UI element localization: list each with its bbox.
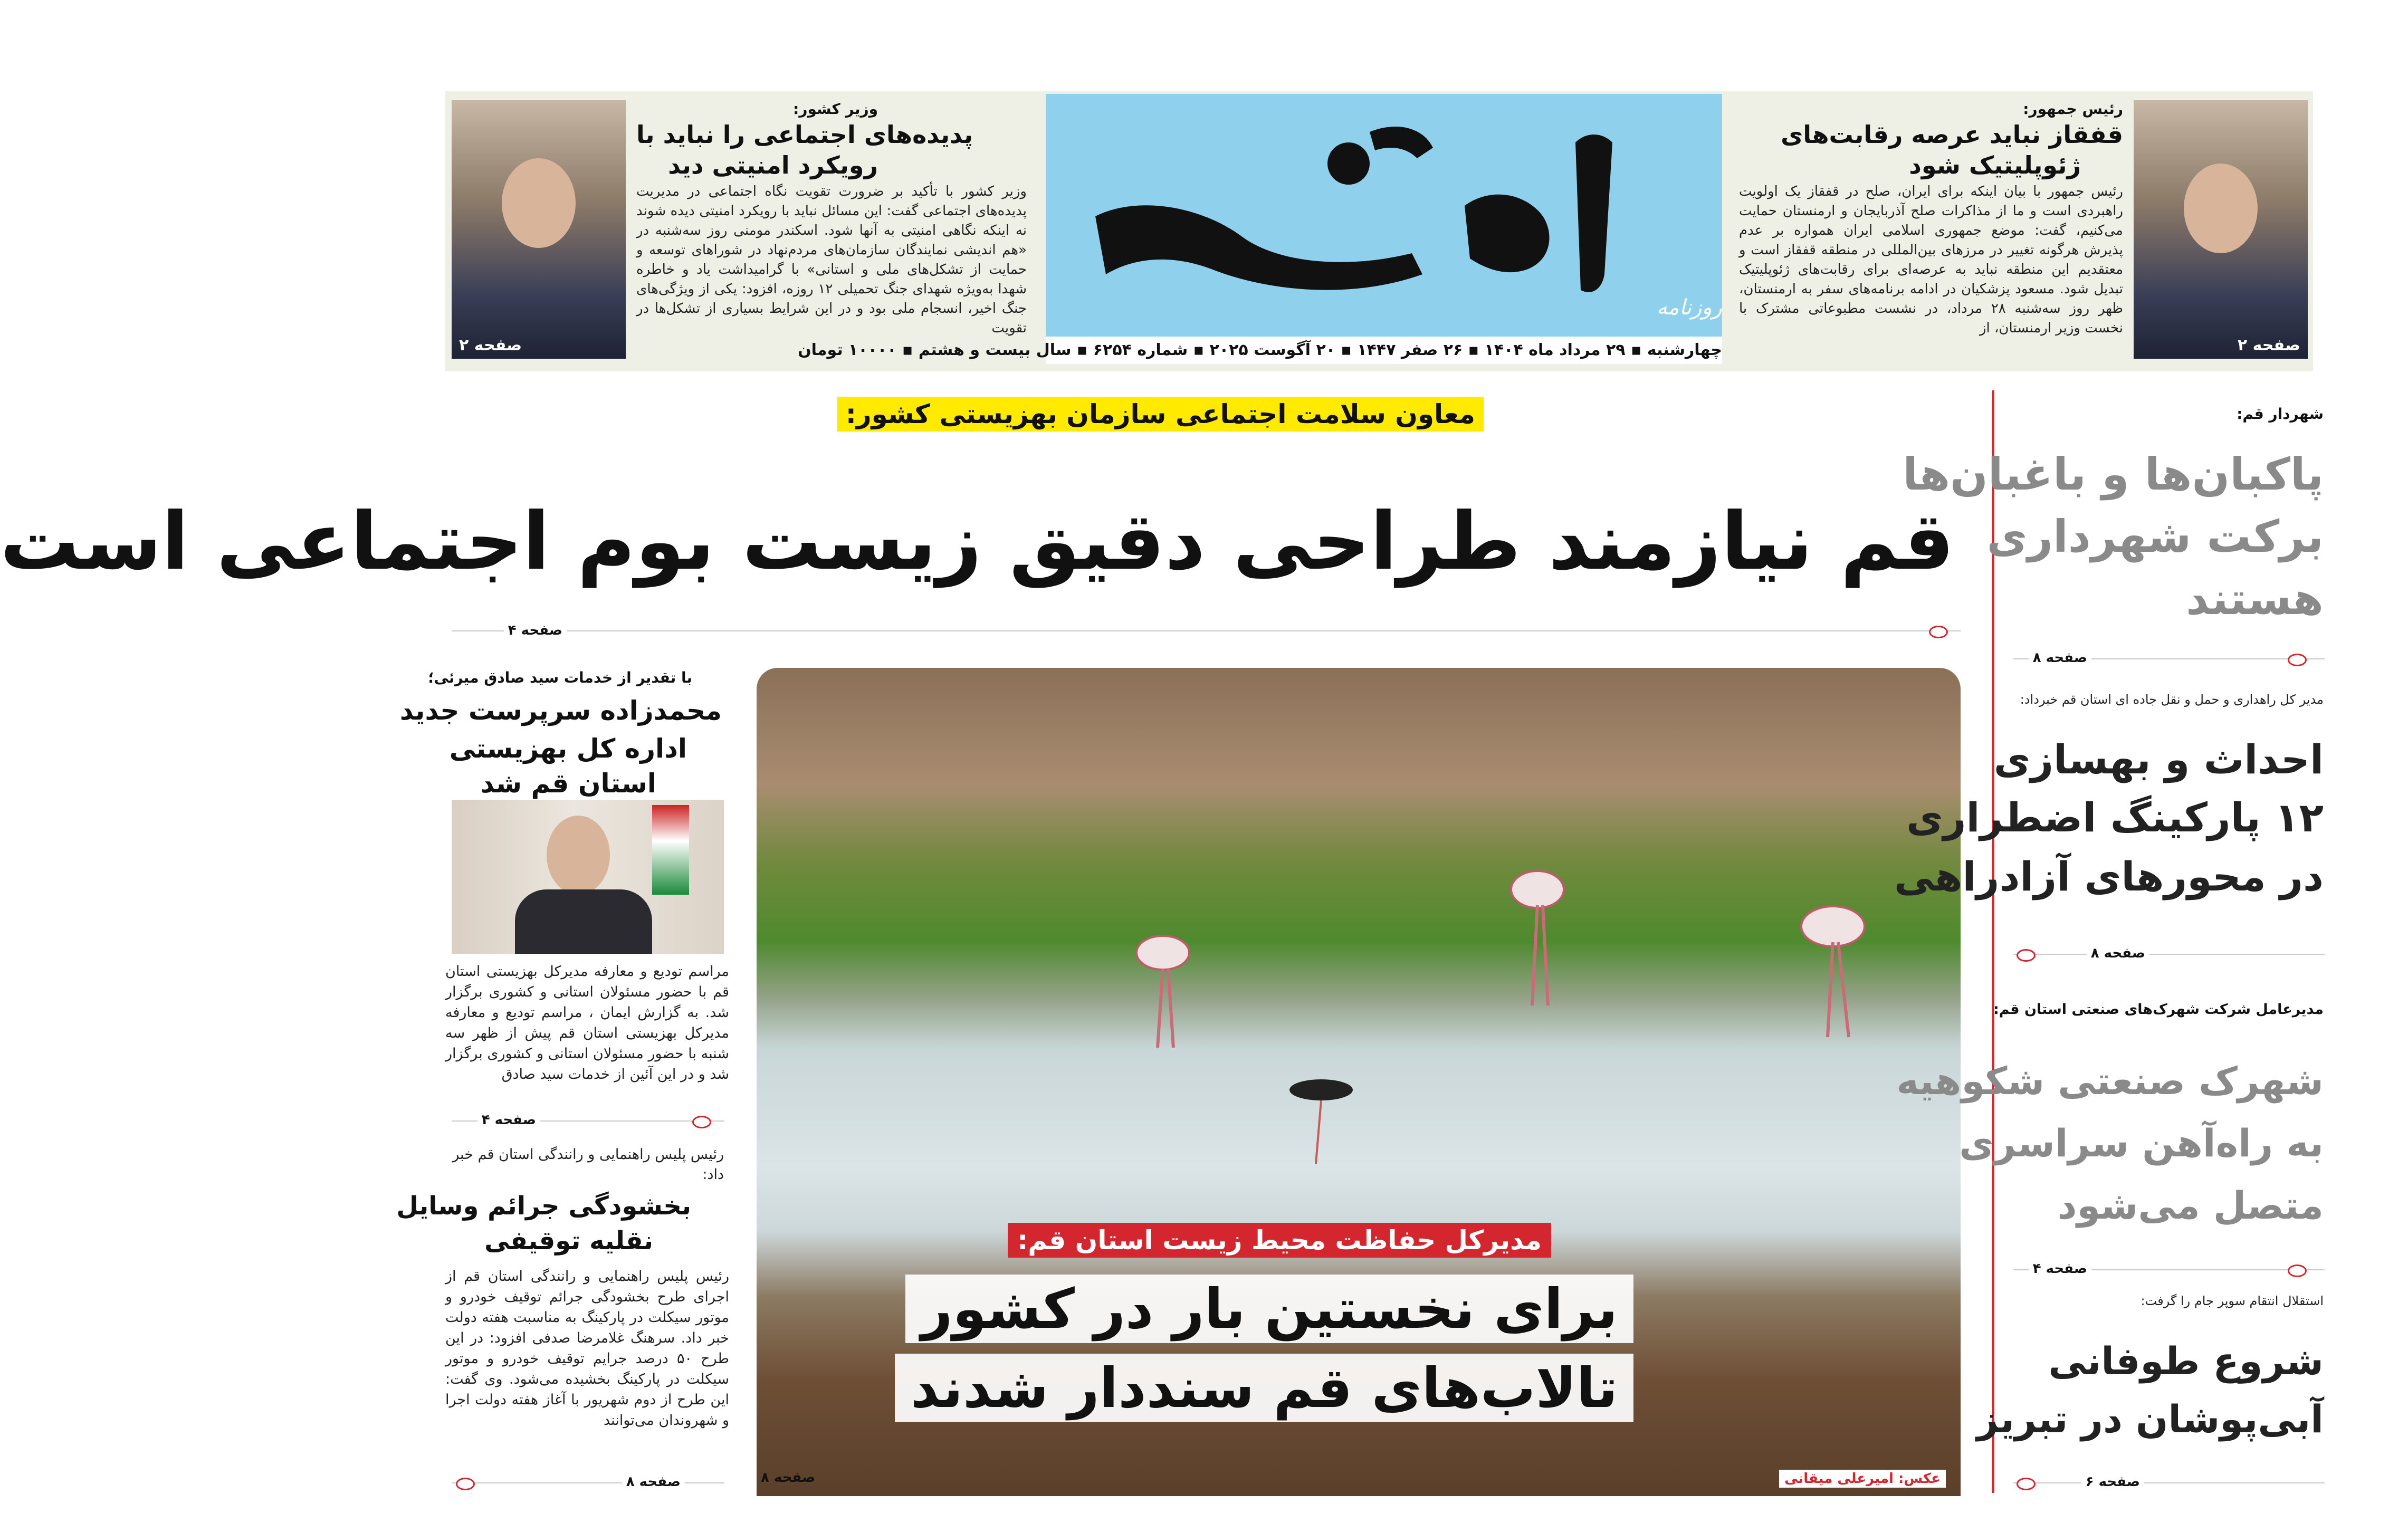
right-s3-line-2: به راه‌آهن سراسری [1959,1121,2324,1165]
left-story2-title-2: نقلیه توقیفی [484,1226,653,1256]
flag-shape [652,805,689,895]
left-story1-title-2: اداره کل بهزیستی [449,733,687,764]
masthead-tagline: روزنامه [1656,295,1722,320]
top-right-kicker: رئیس جمهور: [2023,100,2123,118]
photo-title-2: تالاب‌های قم سنددار شدند [895,1354,1633,1422]
newspaper-logo [1053,100,1702,332]
left-story2-kicker: رئیس پلیس راهنمایی و رانندگی استان قم خبر داد: [452,1146,724,1183]
right-s2-kicker: مدیر کل راهداری و حمل و نقل جاده ای استان قم خبرداد: [2020,692,2324,707]
right-s1-page: صفحه ۸ [2029,650,2091,666]
right-s4-line-2: آبی‌پوشان در تبریز [1976,1397,2324,1441]
president-photo [2134,100,2308,359]
right-s4-diamond [2017,1478,2036,1490]
top-right-title-2: ژئوپلیتیک شود [1909,151,2081,179]
right-s2-page: صفحه ۸ [2087,945,2149,961]
right-s1-line-2: برکت شهرداری [1986,511,2324,562]
left-story1-diamond [692,1116,711,1128]
right-s3-line-1: شهرک صنعتی شکوهیه [1896,1059,2324,1103]
headline-page: صفحه ۴ [504,622,567,638]
right-s2-diamond [2017,949,2036,962]
left-story2-title-1: بخشودگی جرائم وسایل [396,1191,691,1221]
face-shape [502,158,576,248]
top-left-title-1: پدیده‌های اجتماعی را نباید با [636,120,973,149]
minister-photo [452,100,626,359]
left-story1-photo [452,800,724,954]
photo-page-label: صفحه ۲ [459,336,522,355]
top-right-title-1: قفقاز نباید عرصه رقابت‌های [1781,120,2123,149]
face-shape [547,816,610,895]
left-story1-body: مراسم تودیع و معارفه مدیرکل بهزیستی استان قم با حضور مسئولان استانی و کشوری برگزار شد. به گزارش ایمان ، مراسم تودیع و معارفه مدیرکل بهزیستی استان قم پیش از ظهر سه شنبه با حضور مسئولان استانی و کشوری برگزار شد و در این آئین از خدمات سید صادق [445,963,729,1083]
right-s3-kicker: مدیرعامل شرکت شهرک‌های صنعتی استان قم: [1993,1001,2324,1018]
photo-page: صفحه ۸ [761,1470,816,1486]
left-story1-kicker: با تقدیر از خدمات سید صادق میرئی؛ [428,669,692,686]
right-s2-line-2: ۱۲ پارکینگ اضطراری [1906,794,2324,841]
left-story2-body: رئیس پلیس راهنمایی و رانندگی استان قم از اجرای طرح بخشودگی جرائم توقیف خودرو و موتور سیکلت در پارکینگ به مناسبت هفته دولت خبر داد. سرهنگ غلامرضا صدفی افزود: در این طرح ۵۰ درصد جرایم توقیف خودرو و موتور سیکلت در پارکینگ بخشیده می‌شود. وی گفت: این طرح از دوم شهریور با آغاز هفته دولت اجرا و شهروندان می‌توانند [445,1268,729,1429]
left-story1-title-1: محمدزاده سرپرست جدید [399,695,722,726]
right-s1-kicker: شهردار قم: [2237,405,2324,423]
right-s3-line-3: متصل می‌شود [2057,1183,2324,1228]
main-headline: قم نیازمند طراحی دقیق زیست بوم اجتماعی است [0,496,1954,588]
left-story1-page: صفحه ۴ [477,1112,540,1128]
right-s3-page: صفحه ۴ [2029,1261,2091,1277]
left-story2-page: صفحه ۸ [622,1474,685,1490]
photo-title-1: برای نخستین بار در کشور [905,1275,1633,1343]
right-s2-divider [2013,954,2325,955]
main-kicker: معاون سلامت اجتماعی سازمان بهزیستی کشور: [837,397,1484,432]
dateline: چهارشنبه ▪ ۲۹ مرداد ماه ۱۴۰۴ ▪ ۲۶ صفر ۱۴۴۷ ▪ ۲۰ آگوست ۲۰۲۵ ▪ شماره ۶۲۵۴ ▪ سال بیست و هشتم ▪ ۱۰۰۰۰ تومان [1046,337,1722,364]
suit-shape [515,889,652,954]
right-s4-line-1: شروع طوفانی [2048,1339,2324,1383]
headline-divider [452,630,1961,631]
left-story1-title-3: استان قم شد [481,768,656,799]
photo-kicker: مدیرکل حفاظت محیط زیست استان قم: [1008,1223,1551,1258]
photo-page-label: صفحه ۲ [2237,336,2300,355]
right-s3-diamond [2288,1265,2307,1277]
top-left-title-2: رویکرد امنیتی دید [668,151,878,179]
main-photo [757,668,1961,1496]
right-s2-line-1: احداث و بهسازی [1993,736,2324,783]
right-s1-line-1: پاکبان‌ها و باغبان‌ها [1903,448,2324,500]
right-s4-kicker: استقلال انتقام سوپر جام را گرفت: [2141,1294,2324,1308]
face-shape [2184,164,2258,253]
right-s4-divider [2013,1482,2325,1483]
right-s2-line-3: در محورهای آزادراهی [1894,853,2324,900]
top-left-kicker: وزیر کشور: [793,100,878,118]
headline-diamond [1929,626,1948,638]
right-s1-diamond [2288,654,2307,666]
photo-credit: عکس: امیرعلی میقانی [1779,1470,1946,1488]
right-s1-line-3: هستند [2186,573,2324,625]
right-s4-page: صفحه ۶ [2081,1474,2144,1490]
top-right-body: رئیس جمهور با بیان اینکه برای ایران، صلح در قفقاز یک اولویت راهبردی است و ما از مذاکرات صلح آذربایجان و ارمنستان حمایت می‌کنیم، گفت: موضع جمهوری اسلامی ایران همواره بر عدم پذیرش هرگونه تغییر در مرزهای بین‌المللی در منطقه قفقاز است و معتقدیم این منطقه نباید به عرصه‌ای برای رقابت‌های ژئوپلیتیک تبدیل شود. مسعود پزشکیان در ادامه برنامه‌های سفر به ارمنستان، ظهر روز سه‌شنبه ۲۸ مرداد، در نشست مطبوعاتی مشترک با نخست وزیر ارمنستان، از [1739,184,2124,336]
left-story2-diamond [456,1478,475,1490]
top-left-body: وزیر کشور با تأکید بر ضرورت تقویت نگاه اجتماعی در مدیریت پدیده‌های اجتماعی گفت: این مسائل نباید با رویکرد امنیتی دیده شوند نه اینکه نگاهی امنیتی به آنها شود. اسکندر مومنی روز سه‌شنبه در «هم اندیشی نمایندگان سازمان‌های مردم‌نهاد در شوراهای توسعه و حمایت از تشکل‌های ملی و استانی» با گرامیداشت یاد و خاطره شهدا به‌ویژه شهدای جنگ تحمیلی ۱۲ روزه، افزود: یکی از ویژگی‌های جنگ اخیر، انسجام ملی بود و در این شرایط بسیاری از تشکل‌ها در تقویت [636,184,1027,336]
